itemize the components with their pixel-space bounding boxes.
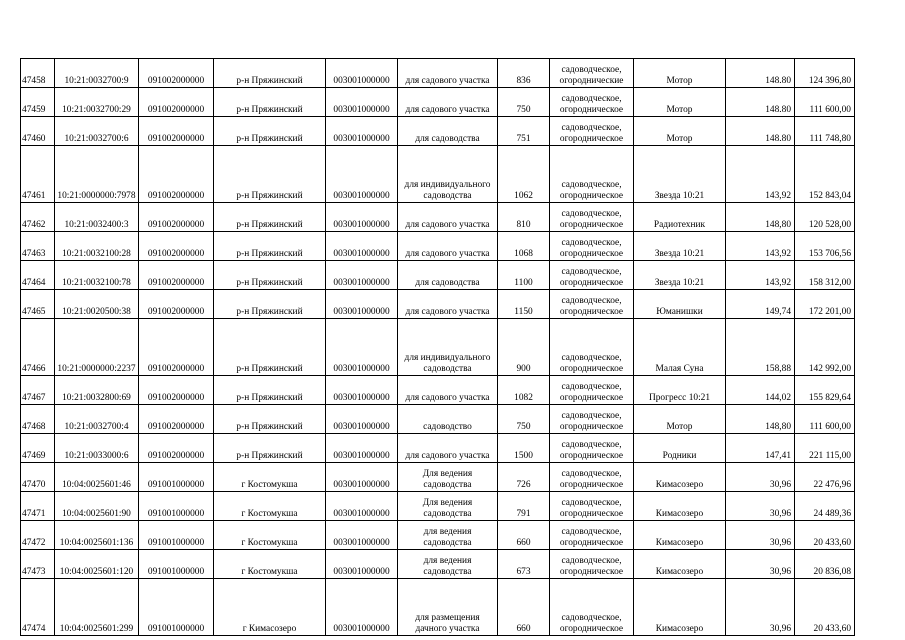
district-cell: р-н Пряжинский bbox=[214, 261, 326, 290]
row-number-cell: 47469 bbox=[21, 434, 55, 463]
rate-cell: 30,96 bbox=[726, 521, 795, 550]
land-category-cell: садоводческое, огородническое bbox=[550, 376, 634, 405]
code-cell: 003001000000 bbox=[326, 376, 398, 405]
rate-cell: 148,80 bbox=[726, 405, 795, 434]
okato-cell: 091002000000 bbox=[139, 319, 214, 376]
permitted-use-cell: для садового участка bbox=[398, 59, 498, 88]
permitted-use-cell: для ведения садоводства bbox=[398, 521, 498, 550]
permitted-use-cell: для индивидуального садоводства bbox=[398, 146, 498, 203]
table-row bbox=[21, 550, 855, 579]
cadastral-value-cell: 20 836,08 bbox=[795, 550, 855, 579]
code-cell: 003001000000 bbox=[326, 434, 398, 463]
society-cell: Кимасозеро bbox=[634, 550, 726, 579]
district-cell: р-н Пряжинский bbox=[214, 319, 326, 376]
permitted-use-cell: для садового участка bbox=[398, 290, 498, 319]
area-cell: 900 bbox=[498, 319, 550, 376]
cadastral-number-cell: 10:21:0032700:29 bbox=[55, 88, 139, 117]
table-row bbox=[21, 405, 855, 434]
rate-cell: 148,80 bbox=[726, 203, 795, 232]
cadastral-value-cell: 124 396,80 bbox=[795, 59, 855, 88]
district-cell: г Кимасозеро bbox=[214, 579, 326, 636]
permitted-use-cell: для ведения садоводства bbox=[398, 550, 498, 579]
table-row bbox=[21, 521, 855, 550]
land-category-cell: садоводческое, огородническое bbox=[550, 405, 634, 434]
row-number-cell: 47461 bbox=[21, 146, 55, 203]
land-category-cell: садоводческое, огородническое bbox=[550, 146, 634, 203]
table-row bbox=[21, 579, 855, 636]
area-cell: 673 bbox=[498, 550, 550, 579]
area-cell: 1068 bbox=[498, 232, 550, 261]
cadastral-number-cell: 10:04:0025601:136 bbox=[55, 521, 139, 550]
table-body bbox=[21, 59, 855, 636]
land-registry-table bbox=[20, 58, 855, 636]
area-cell: 726 bbox=[498, 463, 550, 492]
rate-cell: 143,92 bbox=[726, 146, 795, 203]
okato-cell: 091001000000 bbox=[139, 579, 214, 636]
area-cell: 1100 bbox=[498, 261, 550, 290]
area-cell: 660 bbox=[498, 579, 550, 636]
row-number-cell: 47474 bbox=[21, 579, 55, 636]
district-cell: р-н Пряжинский bbox=[214, 203, 326, 232]
area-cell: 1500 bbox=[498, 434, 550, 463]
table-row bbox=[21, 88, 855, 117]
permitted-use-cell: для садового участка bbox=[398, 232, 498, 261]
row-number-cell: 47471 bbox=[21, 492, 55, 521]
code-cell: 003001000000 bbox=[326, 203, 398, 232]
land-category-cell: садоводческое, огородническое bbox=[550, 117, 634, 146]
cadastral-value-cell: 172 201,00 bbox=[795, 290, 855, 319]
cadastral-number-cell: 10:21:0033000:6 bbox=[55, 434, 139, 463]
society-cell: Кимасозеро bbox=[634, 521, 726, 550]
land-category-cell: садоводческое, огородническое bbox=[550, 319, 634, 376]
cadastral-value-cell: 158 312,00 bbox=[795, 261, 855, 290]
cadastral-value-cell: 111 600,00 bbox=[795, 405, 855, 434]
land-category-cell: садоводческое, огородническое bbox=[550, 88, 634, 117]
permitted-use-cell: для садоводства bbox=[398, 117, 498, 146]
cadastral-value-cell: 155 829,64 bbox=[795, 376, 855, 405]
table-row bbox=[21, 203, 855, 232]
society-cell: Мотор bbox=[634, 117, 726, 146]
district-cell: р-н Пряжинский bbox=[214, 232, 326, 261]
cadastral-number-cell: 10:21:0032700:6 bbox=[55, 117, 139, 146]
society-cell: Мотор bbox=[634, 88, 726, 117]
cadastral-value-cell: 20 433,60 bbox=[795, 579, 855, 636]
cadastral-number-cell: 10:21:0032700:9 bbox=[55, 59, 139, 88]
society-cell: Малая Суна bbox=[634, 319, 726, 376]
cadastral-number-cell: 10:04:0025601:120 bbox=[55, 550, 139, 579]
rate-cell: 30,96 bbox=[726, 550, 795, 579]
land-category-cell: садоводческое, огородническое bbox=[550, 463, 634, 492]
society-cell: Кимасозеро bbox=[634, 492, 726, 521]
district-cell: р-н Пряжинский bbox=[214, 405, 326, 434]
society-cell: Родники bbox=[634, 434, 726, 463]
area-cell: 791 bbox=[498, 492, 550, 521]
okato-cell: 091001000000 bbox=[139, 463, 214, 492]
society-cell: Звезда 10:21 bbox=[634, 261, 726, 290]
table-row bbox=[21, 59, 855, 88]
land-category-cell: садоводческое, огородническое bbox=[550, 579, 634, 636]
row-number-cell: 47468 bbox=[21, 405, 55, 434]
row-number-cell: 47462 bbox=[21, 203, 55, 232]
district-cell: р-н Пряжинский bbox=[214, 434, 326, 463]
rate-cell: 148.80 bbox=[726, 117, 795, 146]
cadastral-number-cell: 10:21:0020500:38 bbox=[55, 290, 139, 319]
cadastral-value-cell: 221 115,00 bbox=[795, 434, 855, 463]
area-cell: 750 bbox=[498, 405, 550, 434]
okato-cell: 091002000000 bbox=[139, 203, 214, 232]
society-cell: Прогресс 10:21 bbox=[634, 376, 726, 405]
row-number-cell: 47458 bbox=[21, 59, 55, 88]
cadastral-number-cell: 10:21:0000000:2237 bbox=[55, 319, 139, 376]
rate-cell: 30,96 bbox=[726, 463, 795, 492]
code-cell: 003001000000 bbox=[326, 232, 398, 261]
permitted-use-cell: садоводство bbox=[398, 405, 498, 434]
cadastral-value-cell: 153 706,56 bbox=[795, 232, 855, 261]
table-row bbox=[21, 290, 855, 319]
permitted-use-cell: для индивидуального садоводства bbox=[398, 319, 498, 376]
code-cell: 003001000000 bbox=[326, 521, 398, 550]
code-cell: 003001000000 bbox=[326, 88, 398, 117]
land-category-cell: садоводческое, огородническое bbox=[550, 492, 634, 521]
okato-cell: 091002000000 bbox=[139, 117, 214, 146]
code-cell: 003001000000 bbox=[326, 146, 398, 203]
area-cell: 660 bbox=[498, 521, 550, 550]
district-cell: р-н Пряжинский bbox=[214, 59, 326, 88]
rate-cell: 30,96 bbox=[726, 579, 795, 636]
land-category-cell: садоводческое, огородническое bbox=[550, 261, 634, 290]
cadastral-value-cell: 24 489,36 bbox=[795, 492, 855, 521]
cadastral-number-cell: 10:04:0025601:299 bbox=[55, 579, 139, 636]
table-row bbox=[21, 146, 855, 203]
cadastral-number-cell: 10:21:0032100:78 bbox=[55, 261, 139, 290]
permitted-use-cell: Для ведения садоводства bbox=[398, 492, 498, 521]
permitted-use-cell: для размещения дачного участка bbox=[398, 579, 498, 636]
row-number-cell: 47467 bbox=[21, 376, 55, 405]
table-row bbox=[21, 261, 855, 290]
okato-cell: 091002000000 bbox=[139, 232, 214, 261]
area-cell: 1082 bbox=[498, 376, 550, 405]
table-row bbox=[21, 117, 855, 146]
permitted-use-cell: для садового участка bbox=[398, 203, 498, 232]
rate-cell: 148.80 bbox=[726, 88, 795, 117]
table-row bbox=[21, 434, 855, 463]
cadastral-value-cell: 120 528,00 bbox=[795, 203, 855, 232]
cadastral-number-cell: 10:21:0032700:4 bbox=[55, 405, 139, 434]
land-category-cell: садоводческое, огороднические bbox=[550, 59, 634, 88]
district-cell: г Костомукша bbox=[214, 492, 326, 521]
land-category-cell: садоводческое, огородническое bbox=[550, 434, 634, 463]
rate-cell: 149,74 bbox=[726, 290, 795, 319]
code-cell: 003001000000 bbox=[326, 261, 398, 290]
cadastral-number-cell: 10:21:0032400:3 bbox=[55, 203, 139, 232]
code-cell: 003001000000 bbox=[326, 405, 398, 434]
cadastral-number-cell: 10:04:0025601:46 bbox=[55, 463, 139, 492]
cadastral-value-cell: 111 748,80 bbox=[795, 117, 855, 146]
land-category-cell: садоводческое, огородническое bbox=[550, 290, 634, 319]
row-number-cell: 47463 bbox=[21, 232, 55, 261]
land-category-cell: садоводческое, огородническое bbox=[550, 521, 634, 550]
row-number-cell: 47464 bbox=[21, 261, 55, 290]
society-cell: Звезда 10:21 bbox=[634, 232, 726, 261]
okato-cell: 091002000000 bbox=[139, 405, 214, 434]
row-number-cell: 47470 bbox=[21, 463, 55, 492]
district-cell: г Костомукша bbox=[214, 550, 326, 579]
area-cell: 1150 bbox=[498, 290, 550, 319]
okato-cell: 091001000000 bbox=[139, 492, 214, 521]
rate-cell: 158,88 bbox=[726, 319, 795, 376]
okato-cell: 091002000000 bbox=[139, 59, 214, 88]
district-cell: р-н Пряжинский bbox=[214, 88, 326, 117]
code-cell: 003001000000 bbox=[326, 117, 398, 146]
permitted-use-cell: для садового участка bbox=[398, 88, 498, 117]
rate-cell: 147,41 bbox=[726, 434, 795, 463]
district-cell: р-н Пряжинский bbox=[214, 117, 326, 146]
society-cell: Юманишки bbox=[634, 290, 726, 319]
society-cell: Кимасозеро bbox=[634, 463, 726, 492]
okato-cell: 091002000000 bbox=[139, 376, 214, 405]
permitted-use-cell: для садового участка bbox=[398, 376, 498, 405]
okato-cell: 091002000000 bbox=[139, 434, 214, 463]
okato-cell: 091002000000 bbox=[139, 261, 214, 290]
area-cell: 836 bbox=[498, 59, 550, 88]
row-number-cell: 47466 bbox=[21, 319, 55, 376]
row-number-cell: 47465 bbox=[21, 290, 55, 319]
okato-cell: 091002000000 bbox=[139, 290, 214, 319]
code-cell: 003001000000 bbox=[326, 492, 398, 521]
area-cell: 750 bbox=[498, 88, 550, 117]
code-cell: 003001000000 bbox=[326, 59, 398, 88]
cadastral-number-cell: 10:04:0025601:90 bbox=[55, 492, 139, 521]
society-cell: Звезда 10:21 bbox=[634, 146, 726, 203]
okato-cell: 091001000000 bbox=[139, 521, 214, 550]
row-number-cell: 47460 bbox=[21, 117, 55, 146]
row-number-cell: 47459 bbox=[21, 88, 55, 117]
area-cell: 751 bbox=[498, 117, 550, 146]
district-cell: р-н Пряжинский bbox=[214, 290, 326, 319]
cadastral-value-cell: 22 476,96 bbox=[795, 463, 855, 492]
society-cell: Мотор bbox=[634, 59, 726, 88]
rate-cell: 143,92 bbox=[726, 261, 795, 290]
district-cell: г Костомукша bbox=[214, 521, 326, 550]
district-cell: р-н Пряжинский bbox=[214, 376, 326, 405]
society-cell: Мотор bbox=[634, 405, 726, 434]
code-cell: 003001000000 bbox=[326, 463, 398, 492]
row-number-cell: 47473 bbox=[21, 550, 55, 579]
society-cell: Кимасозеро bbox=[634, 579, 726, 636]
permitted-use-cell: для садоводства bbox=[398, 261, 498, 290]
district-cell: р-н Пряжинский bbox=[214, 146, 326, 203]
permitted-use-cell: Для ведения садоводства bbox=[398, 463, 498, 492]
society-cell: Радиотехник bbox=[634, 203, 726, 232]
cadastral-value-cell: 152 843,04 bbox=[795, 146, 855, 203]
permitted-use-cell: для садового участка bbox=[398, 434, 498, 463]
code-cell: 003001000000 bbox=[326, 579, 398, 636]
table-row bbox=[21, 319, 855, 376]
cadastral-value-cell: 111 600,00 bbox=[795, 88, 855, 117]
cadastral-number-cell: 10:21:0032100:28 bbox=[55, 232, 139, 261]
cadastral-number-cell: 10:21:0032800:69 bbox=[55, 376, 139, 405]
okato-cell: 091002000000 bbox=[139, 146, 214, 203]
land-category-cell: садоводческое, огородническое bbox=[550, 550, 634, 579]
area-cell: 1062 bbox=[498, 146, 550, 203]
okato-cell: 091001000000 bbox=[139, 550, 214, 579]
cadastral-value-cell: 142 992,00 bbox=[795, 319, 855, 376]
rate-cell: 143,92 bbox=[726, 232, 795, 261]
area-cell: 810 bbox=[498, 203, 550, 232]
code-cell: 003001000000 bbox=[326, 550, 398, 579]
land-category-cell: садоводческое, огородническое bbox=[550, 203, 634, 232]
table-row bbox=[21, 463, 855, 492]
table-row bbox=[21, 232, 855, 261]
okato-cell: 091002000000 bbox=[139, 88, 214, 117]
land-category-cell: садоводческое, огородническое bbox=[550, 232, 634, 261]
table-row bbox=[21, 492, 855, 521]
district-cell: г Костомукша bbox=[214, 463, 326, 492]
row-number-cell: 47472 bbox=[21, 521, 55, 550]
code-cell: 003001000000 bbox=[326, 319, 398, 376]
cadastral-number-cell: 10:21:0000000:7978 bbox=[55, 146, 139, 203]
cadastral-value-cell: 20 433,60 bbox=[795, 521, 855, 550]
table-row bbox=[21, 376, 855, 405]
rate-cell: 144,02 bbox=[726, 376, 795, 405]
code-cell: 003001000000 bbox=[326, 290, 398, 319]
rate-cell: 148.80 bbox=[726, 59, 795, 88]
rate-cell: 30,96 bbox=[726, 492, 795, 521]
